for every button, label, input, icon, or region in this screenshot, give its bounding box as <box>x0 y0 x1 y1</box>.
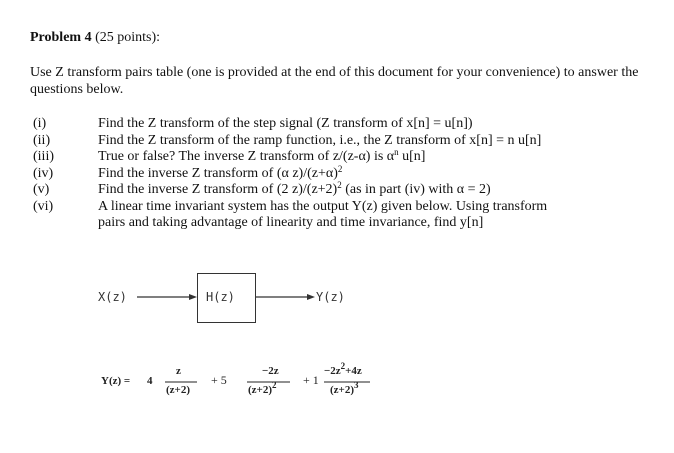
system-label: H(z) <box>206 290 235 304</box>
list-item: (vi) A linear time invariant system has the output Y(z) given below. Using transform <box>33 198 548 214</box>
list-item: (iii) True or false? The inverse Z transform of z/(z-α) is $\alpha^n$ u[n] <box>33 147 426 164</box>
equation-plus-1: + 1 <box>303 373 319 387</box>
intro-paragraph: Use Z transform pairs table (one is provided at the end of this document for your convenience) to answer the questions below. <box>30 65 639 97</box>
equation-lhs: Y(z) = <box>101 375 131 387</box>
input-arrow-head <box>189 294 197 300</box>
input-signal-label: X(z) <box>98 290 127 304</box>
list-item: (i) Find the Z transform of the step signal (Z transform of x[n] = u[n]) <box>33 116 473 131</box>
list-item-continuation: pairs and taking advantage of linearity and time invariance, find y[n] <box>98 215 484 230</box>
problem-points: (25 points): <box>95 30 161 45</box>
equation-term2-numerator: z <box>176 365 181 377</box>
equation-term3-numerator: −2z <box>262 365 279 377</box>
equation-term4-denominator: $(z+2)^3$ <box>330 380 359 396</box>
output-arrow-head <box>307 294 315 300</box>
list-item: (ii) Find the Z transform of the ramp function, i.e., the Z transform of x[n] = n u[n] <box>33 132 542 148</box>
equation-term-constant: 4 <box>147 375 153 387</box>
problem-number: Problem 4 <box>30 30 92 45</box>
equation-plus-5: + 5 <box>211 373 227 387</box>
equation-term3-denominator: $(z+2)^2$ <box>248 380 277 396</box>
list-item: (iv) Find the inverse Z transform of (α $z)/(z+\alpha)^2$ <box>33 163 343 181</box>
equation-term4-numerator: $-2z^2+4z$ <box>324 361 362 377</box>
output-signal-label: Y(z) <box>316 290 345 304</box>
equation-term2-denominator: (z+2) <box>166 384 190 396</box>
list-item: (v) Find the inverse Z transform of (2 $z)/(z+2)^2$ (as in part (iv) with α = 2) <box>33 180 491 197</box>
